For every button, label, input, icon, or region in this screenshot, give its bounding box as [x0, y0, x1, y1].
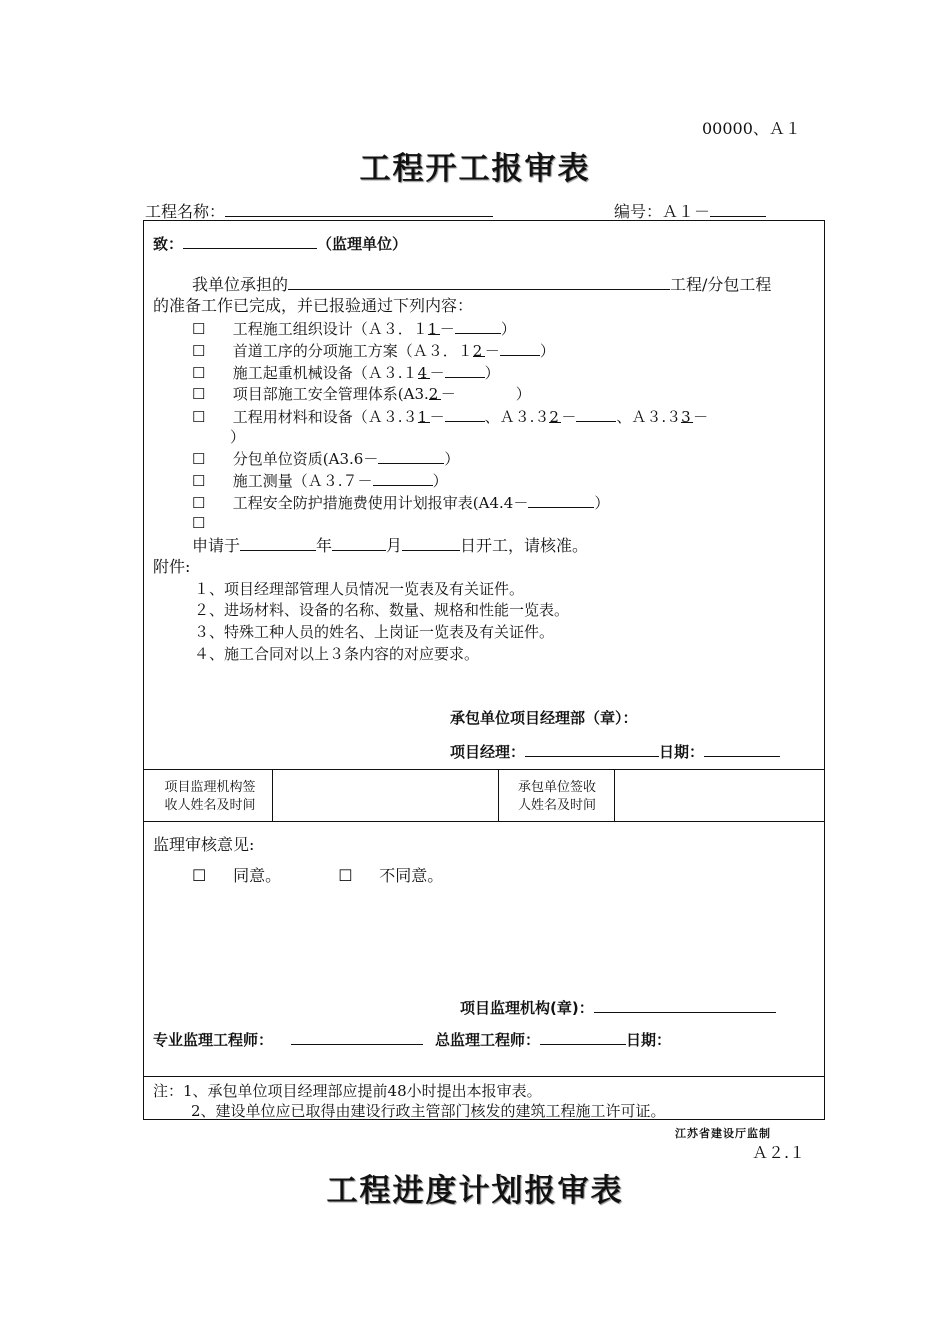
project-name-label: 工程名称：: [145, 202, 226, 221]
divider: [144, 1076, 824, 1077]
checklist-item: ☐ 首道工序的分项施工方案（Ａ３．１2 － ）: [192, 339, 555, 362]
checklist-item: ☐ 施工测量（Ａ３.７－ ）: [192, 469, 448, 492]
checklist-item: ☐ 施工起重机械设备（Ａ３.１4 － ）: [192, 361, 500, 384]
checkbox[interactable]: ☐: [192, 450, 206, 468]
checkbox[interactable]: ☐: [192, 385, 206, 403]
checklist-item: ☐ 工程安全防护措施费使用计划报审表(A4.4－ ）: [192, 491, 609, 514]
checkbox[interactable]: ☐: [192, 514, 206, 532]
code-field[interactable]: [528, 491, 594, 508]
intro-suffix: 工程/分包工程: [670, 275, 772, 294]
serial-number-label: 编号：Ａ１－: [614, 202, 711, 221]
divider: [272, 770, 273, 821]
contractor-receipt-label: 承包单位签收 人姓名及时间: [517, 780, 596, 813]
supervisor-mark: 江苏省建设厅监制: [675, 1127, 771, 1140]
note-line: 2、建设单位应已取得由建设行政主管部门核发的建筑工程施工许可证。: [191, 1102, 666, 1120]
chief-engineer-field[interactable]: [540, 1028, 626, 1045]
code-field[interactable]: [455, 317, 501, 334]
attachments-label: 附件:: [153, 557, 191, 576]
checklist-item-blank: [192, 512, 214, 534]
divider: [614, 770, 615, 821]
intro-line: [192, 273, 771, 296]
date-field[interactable]: [704, 740, 780, 757]
manager-row: 项目经理： 日期：: [450, 740, 780, 763]
note-line: 注：1、承包单位项目经理部应提前48小时提出本报审表。: [153, 1082, 542, 1100]
checklist-item: ☐ 工程用材料和设备（Ａ３.３1 － 、Ａ３.３2 － 、Ａ３.３3 －: [192, 405, 708, 428]
review-options: [192, 865, 443, 887]
checklist-item: ☐ 工程施工组织设计（Ａ３．１1 － ）: [192, 317, 516, 340]
supervisor-receipt-field[interactable]: [274, 771, 497, 820]
attachment-item: ４、施工合同对以上３条内容的对应要求。: [194, 645, 480, 663]
checkbox[interactable]: ☐: [192, 472, 206, 490]
checkbox[interactable]: ☐: [192, 320, 206, 338]
attachment-item: １、项目经理部管理人员情况一览表及有关证件。: [194, 580, 525, 598]
project-name-field[interactable]: [225, 200, 493, 217]
serial-number-field[interactable]: [710, 200, 766, 217]
next-form-title: 工程进度计划报审表: [326, 1173, 624, 1209]
divider: [498, 770, 499, 821]
month-field[interactable]: [332, 534, 386, 551]
engineer-row: 专业监理工程师： 总监理工程师： 日期：: [153, 1028, 671, 1051]
item-wrap-paren: ）: [230, 428, 246, 446]
next-form-code: Ａ２.１: [752, 1143, 806, 1162]
code-field[interactable]: [378, 447, 444, 464]
year-field[interactable]: [240, 534, 316, 551]
agree-checkbox[interactable]: ☐: [192, 866, 207, 885]
checkbox[interactable]: ☐: [192, 342, 206, 360]
checkbox[interactable]: ☐: [192, 364, 206, 382]
project-manager-field[interactable]: [525, 740, 659, 757]
code-field[interactable]: [445, 361, 485, 378]
attachment-item: ３、特殊工种人员的姓名、上岗证一览表及有关证件。: [194, 623, 555, 641]
divider: [144, 769, 824, 770]
document-code: 00000、Ａ１: [702, 119, 801, 138]
contractor-dept-seal: 承包单位项目经理部（章）：: [450, 709, 638, 727]
attachment-item: ２、进场材料、设备的名称、数量、规格和性能一览表。: [194, 601, 570, 619]
intro-prefix: 我单位承担的: [192, 275, 289, 294]
supervisor-receipt-label: 项目监理机构签 收人姓名及时间: [164, 780, 256, 813]
divider: [144, 821, 824, 822]
code-field[interactable]: [500, 339, 540, 356]
code-field[interactable]: [373, 469, 433, 486]
checkbox[interactable]: ☐: [192, 408, 206, 426]
agency-seal-field[interactable]: [594, 996, 776, 1013]
code-field[interactable]: [445, 405, 485, 422]
page-title: 工程开工报审表: [359, 151, 591, 187]
day-field[interactable]: [402, 534, 460, 551]
contractor-receipt-field[interactable]: [616, 771, 822, 820]
disagree-checkbox[interactable]: ☐: [338, 866, 353, 885]
addressee-label: 致：: [153, 235, 184, 253]
project-undertaken-field[interactable]: [288, 273, 670, 290]
specialist-engineer-field[interactable]: [291, 1028, 423, 1045]
code-field[interactable]: [576, 405, 616, 422]
checklist-item: ☐ 项目部施工安全管理体系(A3.2 － ）: [192, 385, 531, 403]
addressee-row: [153, 232, 407, 255]
apply-date-row: 申请于 年 月 日开工，请核准。: [192, 536, 589, 555]
review-label: 监理审核意见:: [153, 835, 255, 854]
agree-label: 同意。: [233, 866, 282, 885]
supervisor-unit-field[interactable]: [183, 232, 317, 249]
checklist-item: ☐ 分包单位资质(A3.6－ ）: [192, 447, 459, 470]
agency-seal-row: 项目监理机构(章)：: [460, 996, 776, 1019]
intro-line-2: 的准备工作已完成，并已报验通过下列内容：: [153, 296, 474, 315]
addressee-suffix: （监理单位）: [317, 235, 408, 253]
checkbox[interactable]: ☐: [192, 494, 206, 512]
disagree-label: 不同意。: [379, 866, 444, 885]
